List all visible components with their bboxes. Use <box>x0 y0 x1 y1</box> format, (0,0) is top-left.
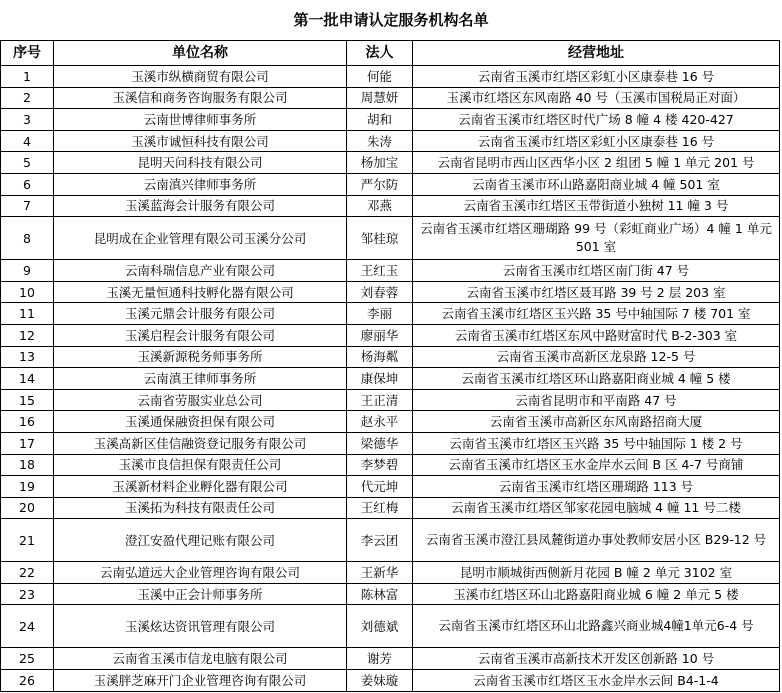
institution-table <box>0 40 780 692</box>
cell-rep: 严尔防 <box>347 173 413 195</box>
table-row <box>1 476 780 498</box>
cell-rep: 王红梅 <box>347 497 413 519</box>
col-header-name: 单位名称 <box>54 41 347 66</box>
cell-addr: 云南省玉溪市红塔区南门街 47 号 <box>413 260 780 282</box>
cell-name: 玉溪通保融资担保有限公司 <box>54 411 347 433</box>
cell-no: 19 <box>1 476 54 498</box>
cell-rep: 代元坤 <box>347 476 413 498</box>
cell-addr: 云南省玉溪市红塔区玉带街道小独树 11 幢 3 号 <box>413 195 780 217</box>
table-row <box>1 519 780 562</box>
cell-no: 4 <box>1 130 54 152</box>
cell-name: 玉溪高新区佳信融资登记服务有限公司 <box>54 432 347 454</box>
cell-no: 9 <box>1 260 54 282</box>
cell-name: 玉溪炫达资讯管理有限公司 <box>54 605 347 648</box>
cell-rep: 姜妹璇 <box>347 670 413 692</box>
table-row <box>1 217 780 260</box>
cell-no: 6 <box>1 173 54 195</box>
cell-addr: 云南省昆明市和平南路 47 号 <box>413 389 780 411</box>
cell-rep: 周慧妍 <box>347 87 413 109</box>
cell-rep: 赵永平 <box>347 411 413 433</box>
cell-addr: 玉溪市红塔区东风南路 40 号（玉溪市国税局正对面） <box>413 87 780 109</box>
cell-addr: 昆明市顺城街西侧新月花园 B 幢 2 单元 3102 室 <box>413 562 780 584</box>
cell-addr: 云南省玉溪市红塔区彩虹小区康泰巷 16 号 <box>413 130 780 152</box>
cell-name: 玉溪中正会计师事务所 <box>54 583 347 605</box>
cell-name: 玉溪新材料企业孵化器有限公司 <box>54 476 347 498</box>
cell-name: 云南世博律师事务所 <box>54 109 347 131</box>
cell-no: 11 <box>1 303 54 325</box>
cell-addr: 云南省玉溪市红塔区彩虹小区康泰巷 16 号 <box>413 66 780 88</box>
cell-addr: 云南省玉溪市红塔区聂耳路 39 号 2 层 203 室 <box>413 281 780 303</box>
cell-name: 昆明天问科技有限公司 <box>54 152 347 174</box>
table-row <box>1 389 780 411</box>
cell-rep: 胡和 <box>347 109 413 131</box>
cell-no: 2 <box>1 87 54 109</box>
cell-no: 10 <box>1 281 54 303</box>
cell-name: 玉溪拓为科技有限责任公司 <box>54 497 347 519</box>
cell-rep: 李梦碧 <box>347 454 413 476</box>
cell-rep: 梁德华 <box>347 432 413 454</box>
table-row <box>1 583 780 605</box>
table-row <box>1 260 780 282</box>
cell-addr: 云南省玉溪市环山路嘉阳商业城 4 幢 501 室 <box>413 173 780 195</box>
col-header-rep: 法人 <box>347 41 413 66</box>
table-row <box>1 497 780 519</box>
cell-addr: 云南省玉溪市澄江县凤麓街道办事处教师安居小区 B29-12 号 <box>413 519 780 562</box>
cell-name: 玉溪无量恒通科技孵化器有限公司 <box>54 281 347 303</box>
cell-addr: 玉溪市红塔区环山北路嘉阳商业城 6 幢 2 单元 5 楼 <box>413 583 780 605</box>
page-title: 第一批申请认定服务机构名单 <box>293 11 489 29</box>
cell-no: 20 <box>1 497 54 519</box>
cell-name: 澄江安盈代理记账有限公司 <box>54 519 347 562</box>
cell-addr: 云南省昆明市西山区西华小区 2 组团 5 幢 1 单元 201 号 <box>413 152 780 174</box>
cell-no: 3 <box>1 109 54 131</box>
cell-addr: 云南省玉溪市高新技术开发区创新路 10 号 <box>413 648 780 670</box>
cell-name: 云南省玉溪市信龙电脑有限公司 <box>54 648 347 670</box>
cell-no: 14 <box>1 368 54 390</box>
table-row <box>1 432 780 454</box>
cell-rep: 刘德斌 <box>347 605 413 648</box>
table-row <box>1 648 780 670</box>
cell-rep: 何能 <box>347 66 413 88</box>
cell-no: 18 <box>1 454 54 476</box>
cell-rep: 陈林富 <box>347 583 413 605</box>
table-row <box>1 281 780 303</box>
cell-addr: 云南省玉溪市高新区东风南路招商大厦 <box>413 411 780 433</box>
cell-no: 5 <box>1 152 54 174</box>
cell-no: 15 <box>1 389 54 411</box>
cell-addr: 云南省玉溪市红塔区邹家花园电脑城 4 幢 11 号二楼 <box>413 497 780 519</box>
cell-no: 1 <box>1 66 54 88</box>
cell-name: 云南滇兴律师事务所 <box>54 173 347 195</box>
table-row <box>1 454 780 476</box>
cell-addr: 云南省玉溪市红塔区东风中路财富时代 B-2-303 室 <box>413 324 780 346</box>
cell-rep: 谢芳 <box>347 648 413 670</box>
cell-no: 24 <box>1 605 54 648</box>
cell-rep: 李丽 <box>347 303 413 325</box>
cell-no: 7 <box>1 195 54 217</box>
cell-addr: 云南省玉溪市红塔区环山北路鑫兴商业城4幢1单元6-4 号 <box>413 605 780 648</box>
cell-no: 16 <box>1 411 54 433</box>
cell-addr: 云南省玉溪市红塔区珊瑚路 113 号 <box>413 476 780 498</box>
cell-addr: 云南省玉溪市红塔区珊瑚路 99 号（彩虹商业广场）4 幢 1 单元 501 室 <box>413 217 780 260</box>
table-row <box>1 562 780 584</box>
cell-rep: 杨海粼 <box>347 346 413 368</box>
cell-name: 云南弘道远大企业管理咨询有限公司 <box>54 562 347 584</box>
table-row <box>1 368 780 390</box>
cell-name: 玉溪胖芝麻开门企业管理咨询有限公司 <box>54 670 347 692</box>
cell-no: 13 <box>1 346 54 368</box>
cell-no: 22 <box>1 562 54 584</box>
cell-name: 玉溪元鼎会计服务有限公司 <box>54 303 347 325</box>
cell-rep: 康保坤 <box>347 368 413 390</box>
cell-addr: 云南省玉溪市红塔区玉兴路 35 号中轴国际 1 楼 2 号 <box>413 432 780 454</box>
cell-no: 17 <box>1 432 54 454</box>
cell-name: 玉溪信和商务咨询服务有限公司 <box>54 87 347 109</box>
cell-addr: 云南省玉溪市红塔区玉兴路 35 号中轴国际 7 楼 701 室 <box>413 303 780 325</box>
cell-addr: 云南省玉溪市红塔区时代广场 8 幢 4 楼 420-427 <box>413 109 780 131</box>
cell-rep: 邹桂琼 <box>347 217 413 260</box>
table-row <box>1 173 780 195</box>
col-header-addr: 经营地址 <box>413 41 780 66</box>
cell-no: 8 <box>1 217 54 260</box>
cell-name: 云南科瑞信息产业有限公司 <box>54 260 347 282</box>
cell-name: 昆明成在企业管理有限公司玉溪分公司 <box>54 217 347 260</box>
cell-addr: 云南省玉溪市红塔区环山路嘉阳商业城 4 幢 5 楼 <box>413 368 780 390</box>
table-row <box>1 605 780 648</box>
cell-name: 玉溪市良信担保有限责任公司 <box>54 454 347 476</box>
cell-rep: 廖丽华 <box>347 324 413 346</box>
cell-name: 云南省劳服实业总公司 <box>54 389 347 411</box>
cell-name: 玉溪市诚恒科技有限公司 <box>54 130 347 152</box>
cell-rep: 王正清 <box>347 389 413 411</box>
table-row <box>1 152 780 174</box>
cell-name: 玉溪新源税务师事务所 <box>54 346 347 368</box>
table-row <box>1 670 780 692</box>
table-row <box>1 411 780 433</box>
table-row <box>1 109 780 131</box>
cell-no: 23 <box>1 583 54 605</box>
cell-no: 25 <box>1 648 54 670</box>
cell-rep: 邓燕 <box>347 195 413 217</box>
cell-rep: 李云团 <box>347 519 413 562</box>
cell-addr: 云南省玉溪市红塔区玉水金岸水云间 B4-1-4 <box>413 670 780 692</box>
cell-no: 21 <box>1 519 54 562</box>
cell-name: 云南滇王律师事务所 <box>54 368 347 390</box>
table-row <box>1 66 780 88</box>
table-row <box>1 303 780 325</box>
cell-name: 玉溪蓝海会计服务有限公司 <box>54 195 347 217</box>
table-row <box>1 195 780 217</box>
cell-name: 玉溪市纵横商贸有限公司 <box>54 66 347 88</box>
cell-name: 玉溪启程会计服务有限公司 <box>54 324 347 346</box>
col-header-no: 序号 <box>1 41 54 66</box>
cell-rep: 刘春蓉 <box>347 281 413 303</box>
cell-no: 26 <box>1 670 54 692</box>
table-row <box>1 87 780 109</box>
cell-rep: 朱涛 <box>347 130 413 152</box>
cell-addr: 云南省玉溪市高新区龙泉路 12-5 号 <box>413 346 780 368</box>
table-row <box>1 130 780 152</box>
cell-rep: 王新华 <box>347 562 413 584</box>
header-row <box>1 41 780 66</box>
table-row <box>1 346 780 368</box>
table-row <box>1 324 780 346</box>
cell-rep: 杨加宝 <box>347 152 413 174</box>
table-body <box>1 66 780 692</box>
cell-addr: 云南省玉溪市红塔区玉水金岸水云间 B 区 4-7 号商铺 <box>413 454 780 476</box>
cell-rep: 王红玉 <box>347 260 413 282</box>
cell-no: 12 <box>1 324 54 346</box>
